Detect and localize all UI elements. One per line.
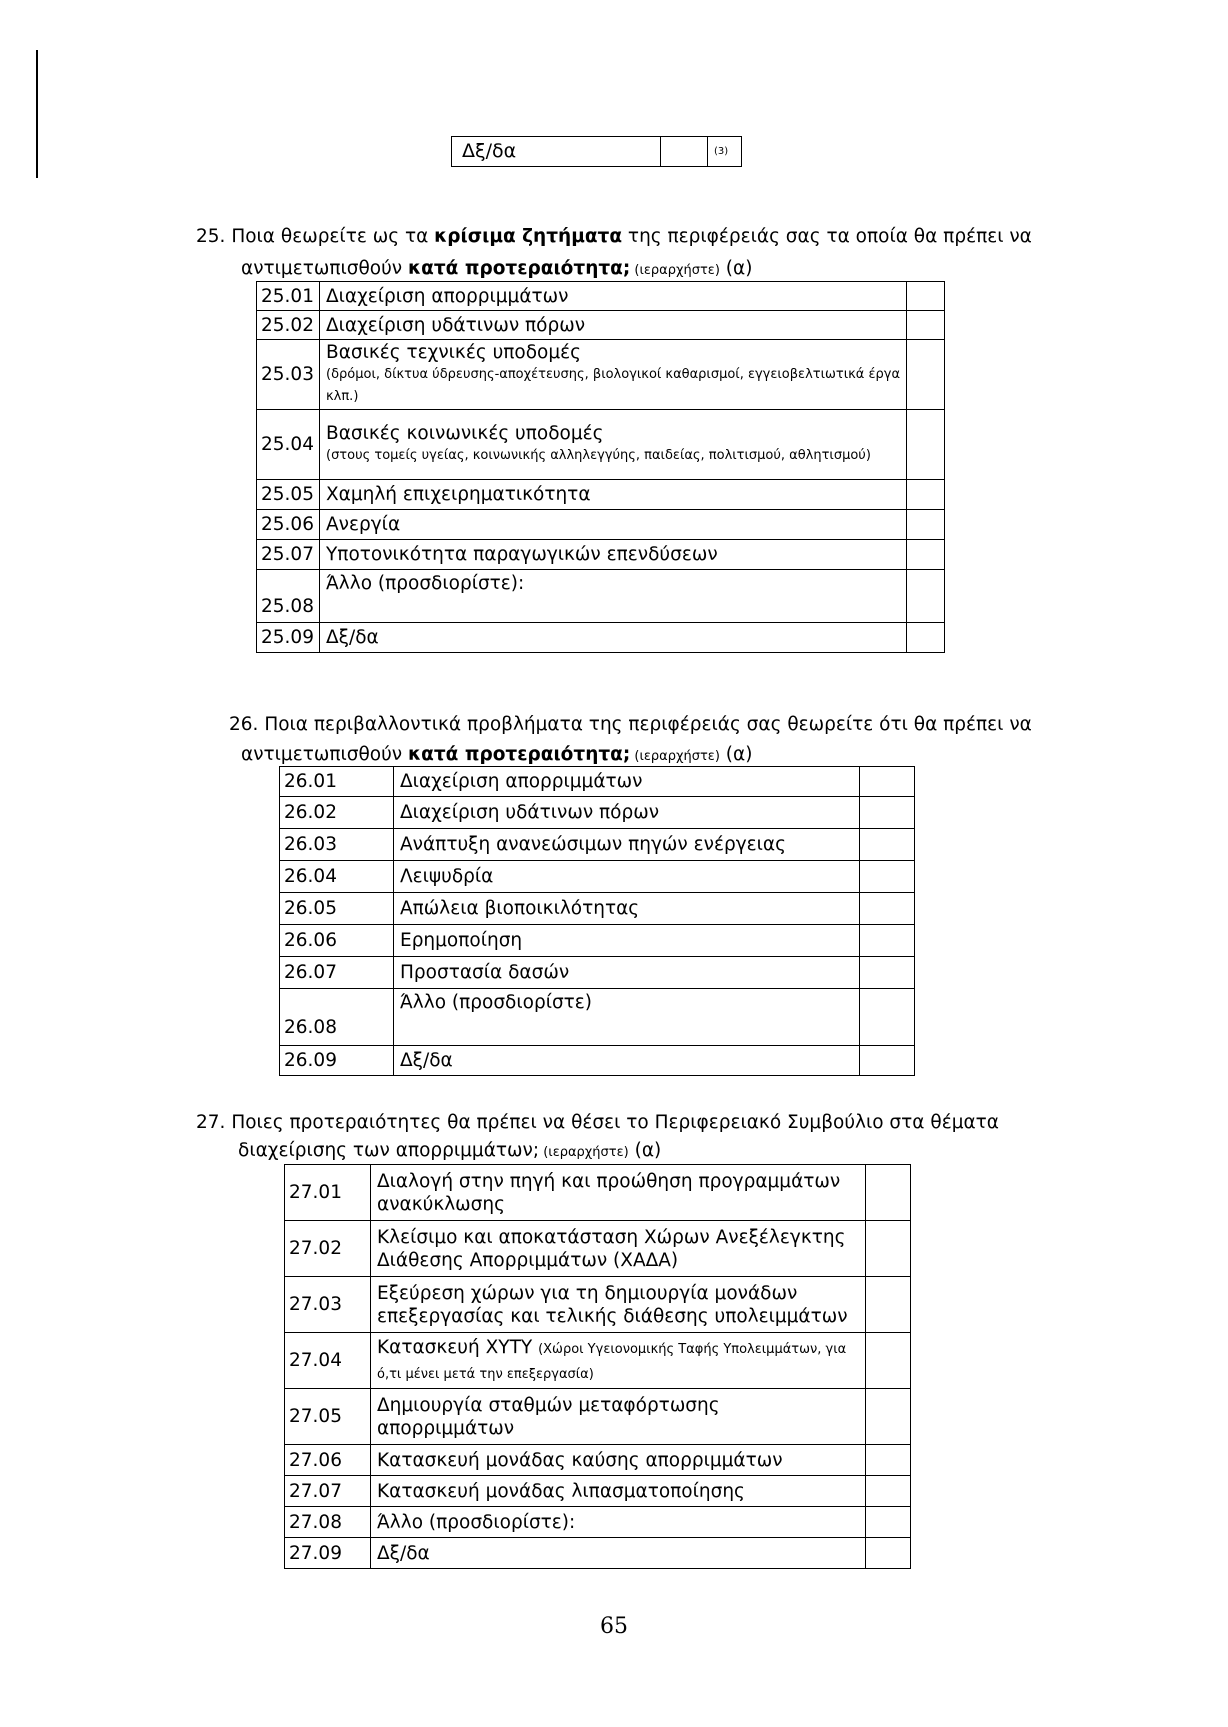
table-row: 25.07 Υποτονικότητα παραγωγικών επενδύσεων (257, 540, 945, 570)
answer-cell[interactable] (860, 861, 915, 893)
answer-cell[interactable] (866, 1277, 911, 1333)
answer-cell[interactable] (907, 480, 945, 510)
table-row: 25.05 Χαμηλή επιχειρηματικότητα (257, 480, 945, 510)
table-row: 26.03 Ανάπτυξη ανανεώσιμων πηγών ενέργειας (280, 829, 915, 861)
table-row: 27.07 Κατασκευή μονάδας λιπασματοποίησης (285, 1476, 911, 1507)
answer-cell[interactable] (866, 1221, 911, 1277)
answer-cell[interactable] (907, 311, 945, 340)
margin-rule (36, 50, 38, 178)
table-row: 25.08 Άλλο (προσδιορίστε): (257, 570, 945, 623)
answer-cell[interactable] (907, 410, 945, 480)
answer-cell[interactable] (866, 1445, 911, 1476)
table-row: 26.06 Ερημοποίηση (280, 925, 915, 957)
page-number: 65 (600, 1614, 628, 1639)
answer-cell[interactable] (860, 989, 915, 1046)
q25-line2: αντιμετωπισθούν κατά προτεραιότητα; (ιεραρχήστε) (α) (241, 258, 753, 279)
table-row: 27.02 Κλείσιμο και αποκατάσταση Χώρων Ανεξέλεγκτης Διάθεσης Απορριμμάτων (ΧΑΔΑ) (285, 1221, 911, 1277)
q25-line1: 25. Ποια θεωρείτε ως τα κρίσιμα ζητήματα της περιφέρειάς σας τα οποία θα πρέπει να (196, 226, 1032, 247)
answer-cell[interactable] (860, 797, 915, 829)
answer-cell[interactable] (860, 893, 915, 925)
q27-options-table (284, 1164, 911, 1569)
table-row: 26.09 Δξ/δα (280, 1046, 915, 1076)
answer-cell[interactable] (907, 510, 945, 540)
answer-cell[interactable] (860, 767, 915, 797)
table-row: 25.04 Βασικές κοινωνικές υποδομές (στους τομείς υγείας, κοινωνικής αλληλεγγύης, παιδείας, πολιτισμού, αθλητισμού) (257, 410, 945, 480)
table-row: 27.04 Κατασκευή ΧΥΤΥ (Χώροι Υγειονομικής Ταφής Υπολειμμάτων, για ό,τι μένει μετά την επεξεργασία) (285, 1333, 911, 1389)
answer-cell[interactable] (860, 829, 915, 861)
answer-cell[interactable] (907, 623, 945, 653)
table-row: 27.09 Δξ/δα (285, 1538, 911, 1569)
table-row: 25.06 Ανεργία (257, 510, 945, 540)
top-box-divider (660, 137, 661, 166)
table-row: 26.05 Απώλεια βιοποικιλότητας (280, 893, 915, 925)
answer-cell[interactable] (860, 1046, 915, 1076)
table-row: 25.01 Διαχείριση απορριμμάτων (257, 282, 945, 311)
table-row: 25.09 Δξ/δα (257, 623, 945, 653)
table-row: 25.02 Διαχείριση υδάτινων πόρων (257, 311, 945, 340)
table-row: 27.01 Διαλογή στην πηγή και προώθηση προγραμμάτων ανακύκλωσης (285, 1165, 911, 1221)
table-row: 26.01 Διαχείριση απορριμμάτων (280, 767, 915, 797)
q27-line2: διαχείρισης των απορριμμάτων; (ιεραρχήστε) (α) (238, 1140, 662, 1161)
table-row: 26.08 Άλλο (προσδιορίστε) (280, 989, 915, 1046)
answer-cell[interactable] (860, 957, 915, 989)
table-row: 26.02 Διαχείριση υδάτινων πόρων (280, 797, 915, 829)
answer-cell[interactable] (907, 570, 945, 623)
table-row: 26.04 Λειψυδρία (280, 861, 915, 893)
top-box-label: Δξ/δα (462, 140, 517, 162)
q27-line1: 27. Ποιες προτεραιότητες θα πρέπει να θέσει το Περιφερειακό Συμβούλιο στα θέματα (196, 1112, 999, 1133)
top-box-number: (3) (714, 146, 729, 157)
table-row: 27.03 Εξεύρεση χώρων για τη δημιουργία μονάδων επεξεργασίας και τελικής διάθεσης υπολειμμάτων (285, 1277, 911, 1333)
answer-cell[interactable] (866, 1538, 911, 1569)
answer-cell[interactable] (866, 1476, 911, 1507)
answer-cell[interactable] (860, 925, 915, 957)
q25-options-table (256, 281, 945, 653)
table-row: 26.07 Προστασία δασών (280, 957, 915, 989)
answer-cell[interactable] (866, 1389, 911, 1445)
table-row: 27.08 Άλλο (προσδιορίστε): (285, 1507, 911, 1538)
q26-line1: 26. Ποια περιβαλλοντικά προβλήματα της περιφέρειάς σας θεωρείτε ότι θα πρέπει να (229, 714, 1032, 735)
answer-cell[interactable] (866, 1165, 911, 1221)
q26-line2: αντιμετωπισθούν κατά προτεραιότητα; (ιεραρχήστε) (α) (241, 744, 753, 765)
table-row: 27.05 Δημιουργία σταθμών μεταφόρτωσης απορριμμάτων (285, 1389, 911, 1445)
answer-cell[interactable] (907, 340, 945, 410)
answer-cell[interactable] (907, 540, 945, 570)
table-row: 25.03 Βασικές τεχνικές υποδομές (δρόμοι, δίκτυα ύδρευσης-αποχέτευσης, βιολογικοί καθαρισμοί, εγγειοβελτιωτικά έργα κλπ.) (257, 340, 945, 410)
answer-cell[interactable] (866, 1507, 911, 1538)
answer-cell[interactable] (907, 282, 945, 311)
answer-cell[interactable] (866, 1333, 911, 1389)
table-row: 27.06 Κατασκευή μονάδας καύσης απορριμμάτων (285, 1445, 911, 1476)
top-box-divider (707, 137, 708, 166)
q26-options-table (279, 766, 915, 1076)
top-answer-box (451, 136, 742, 167)
